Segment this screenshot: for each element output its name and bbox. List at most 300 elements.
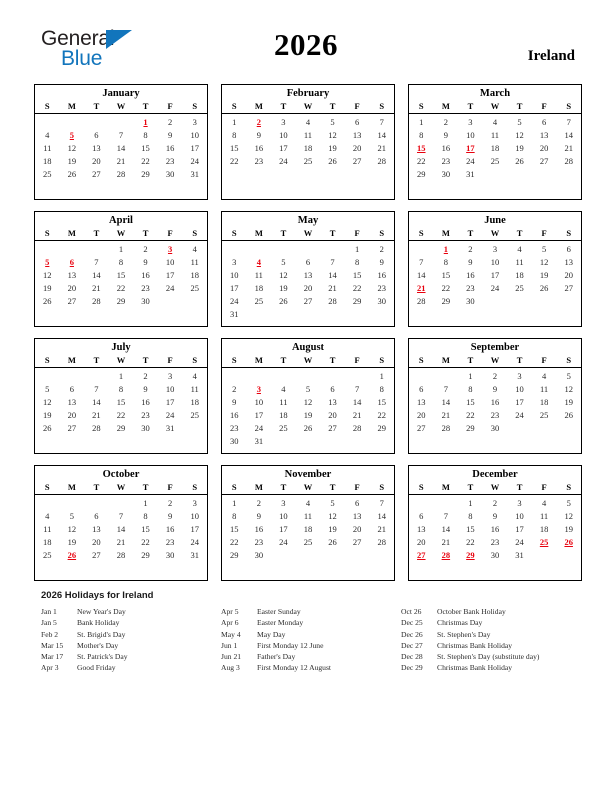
day-cell-empty xyxy=(507,308,532,321)
day-number: 26 xyxy=(564,537,573,547)
day-cell-empty xyxy=(320,168,345,181)
day-cell: 15 xyxy=(141,524,150,534)
day-cell: 14 xyxy=(441,524,451,534)
day-cell-empty xyxy=(345,562,370,575)
day-cell: 22 xyxy=(141,537,150,547)
day-cell-empty xyxy=(158,295,183,308)
day-cell-empty xyxy=(35,495,60,511)
day-cell: 21 xyxy=(92,283,101,293)
weekday-header: M xyxy=(254,482,263,492)
month-table xyxy=(35,228,207,321)
day-cell-empty xyxy=(109,495,134,511)
day-cell: 15 xyxy=(352,270,362,280)
holiday-list-item xyxy=(41,629,221,640)
holiday-name: Father's Day xyxy=(257,652,296,662)
week-row xyxy=(222,495,394,511)
week-row xyxy=(409,295,581,308)
day-cell-empty xyxy=(507,435,532,448)
week-row xyxy=(35,155,207,168)
day-cell: 25 xyxy=(43,169,52,179)
weekday-header: F xyxy=(354,101,360,111)
day-cell-empty xyxy=(483,181,508,194)
day-cell: 21 xyxy=(377,143,386,153)
day-cell: 14 xyxy=(352,397,362,407)
day-cell-empty xyxy=(182,295,207,308)
day-cell: 29 xyxy=(116,296,126,306)
weekday-header: T xyxy=(516,228,523,238)
day-cell-empty xyxy=(320,241,345,257)
week-row xyxy=(222,549,394,562)
day-cell: 30 xyxy=(254,550,264,560)
day-cell-empty xyxy=(369,168,394,181)
day-cell-empty xyxy=(84,241,109,257)
day-cell: 17 xyxy=(515,397,524,407)
day-cell-empty xyxy=(182,308,207,321)
day-cell: 16 xyxy=(490,524,500,534)
day-cell-empty xyxy=(158,562,183,575)
day-cell: 18 xyxy=(539,397,549,407)
day-number: 5 xyxy=(45,257,50,267)
day-cell: 19 xyxy=(564,524,573,534)
day-cell: 11 xyxy=(490,130,500,140)
day-cell-empty xyxy=(247,241,272,257)
day-cell-holiday xyxy=(556,536,581,549)
month-block-april xyxy=(34,211,208,327)
day-cell: 28 xyxy=(116,169,126,179)
weekday-header: S xyxy=(44,355,50,365)
holidays-section xyxy=(41,590,581,674)
day-cell-empty xyxy=(247,168,272,181)
day-cell: 13 xyxy=(328,397,337,407)
day-cell-empty xyxy=(84,562,109,575)
week-row xyxy=(409,155,581,168)
day-cell: 26 xyxy=(43,296,52,306)
day-cell-empty xyxy=(532,422,557,435)
weekday-header: T xyxy=(467,228,474,238)
day-cell: 4 xyxy=(281,384,286,394)
day-cell: 18 xyxy=(190,397,199,407)
day-cell-empty xyxy=(133,181,158,194)
week-row xyxy=(222,396,394,409)
day-cell-empty xyxy=(409,562,434,575)
day-cell-empty xyxy=(434,308,459,321)
day-cell-empty xyxy=(532,168,557,181)
day-cell: 7 xyxy=(443,384,448,394)
day-cell: 11 xyxy=(190,384,199,394)
day-cell: 28 xyxy=(377,156,386,166)
week-row xyxy=(222,114,394,130)
day-cell-empty xyxy=(532,562,557,575)
day-cell-empty xyxy=(109,181,134,194)
day-cell: 29 xyxy=(230,550,239,560)
day-cell: 10 xyxy=(190,511,199,521)
day-cell: 9 xyxy=(379,257,384,267)
weekday-header: F xyxy=(541,355,547,365)
day-cell: 6 xyxy=(94,511,99,521)
day-cell: 28 xyxy=(352,423,362,433)
week-row xyxy=(35,269,207,282)
day-cell: 28 xyxy=(328,296,337,306)
month-block-july xyxy=(34,338,208,454)
week-row xyxy=(409,168,581,181)
day-cell: 11 xyxy=(254,270,263,280)
day-cell-empty xyxy=(369,549,394,562)
week-row xyxy=(409,256,581,269)
day-cell: 30 xyxy=(441,169,451,179)
day-cell: 23 xyxy=(141,410,150,420)
holiday-date: Apr 6 xyxy=(221,618,239,628)
week-row xyxy=(35,295,207,308)
day-cell: 3 xyxy=(192,117,197,127)
holiday-date: Dec 29 xyxy=(401,663,423,673)
day-cell: 27 xyxy=(417,423,426,433)
day-cell: 24 xyxy=(190,156,199,166)
day-cell: 11 xyxy=(43,143,52,153)
day-cell-empty xyxy=(84,181,109,194)
day-cell: 5 xyxy=(541,244,547,254)
day-cell: 23 xyxy=(466,283,475,293)
day-cell-empty xyxy=(296,368,321,384)
day-cell: 4 xyxy=(192,371,197,381)
day-cell-empty xyxy=(345,368,370,384)
day-cell: 24 xyxy=(466,156,475,166)
weekday-header: F xyxy=(167,228,173,238)
day-cell: 20 xyxy=(328,410,337,420)
holidays-column xyxy=(41,606,221,674)
weekday-header: W xyxy=(303,228,313,238)
day-cell: 12 xyxy=(303,397,313,407)
weekday-header: T xyxy=(467,355,474,365)
day-cell: 19 xyxy=(279,283,288,293)
day-cell: 8 xyxy=(232,511,237,521)
day-cell-empty xyxy=(369,562,394,575)
day-cell: 11 xyxy=(190,257,199,267)
day-cell: 19 xyxy=(564,397,573,407)
day-cell-empty xyxy=(35,435,60,448)
day-cell-empty xyxy=(409,495,434,511)
weekday-header: T xyxy=(329,101,336,111)
day-cell: 26 xyxy=(67,169,77,179)
day-cell: 31 xyxy=(165,423,175,433)
day-cell: 20 xyxy=(92,156,101,166)
day-cell-empty xyxy=(133,562,158,575)
holiday-list-item xyxy=(401,640,591,651)
day-cell-empty xyxy=(296,435,321,448)
weekday-header: W xyxy=(116,482,126,492)
day-cell-empty xyxy=(320,435,345,448)
day-cell-empty xyxy=(182,181,207,194)
day-cell: 15 xyxy=(441,270,451,280)
weekday-header: M xyxy=(254,228,263,238)
week-row xyxy=(222,536,394,549)
holiday-name: St. Patrick's Day xyxy=(77,652,128,662)
day-cell: 26 xyxy=(303,423,313,433)
day-number: 4 xyxy=(256,257,261,267)
holiday-date: Apr 3 xyxy=(41,663,59,673)
day-cell: 8 xyxy=(379,384,384,394)
day-cell: 9 xyxy=(143,257,148,267)
day-cell: 24 xyxy=(279,537,288,547)
month-name: May xyxy=(297,215,319,226)
day-cell: 7 xyxy=(94,384,99,394)
day-cell: 12 xyxy=(564,384,573,394)
day-cell: 16 xyxy=(141,270,150,280)
day-cell: 11 xyxy=(303,511,313,521)
day-cell-holiday xyxy=(60,129,85,142)
day-cell-empty xyxy=(507,295,532,308)
week-row xyxy=(409,536,581,549)
day-cell-empty xyxy=(296,308,321,321)
day-cell: 18 xyxy=(515,270,524,280)
week-row xyxy=(409,523,581,536)
day-cell-empty xyxy=(35,114,60,130)
weekday-header: F xyxy=(167,101,173,111)
day-cell: 4 xyxy=(45,511,50,521)
day-cell-empty xyxy=(409,435,434,448)
week-row xyxy=(35,523,207,536)
weekday-header: S xyxy=(231,482,237,492)
day-cell: 26 xyxy=(279,296,288,306)
weekday-header-row xyxy=(409,482,581,495)
day-cell: 21 xyxy=(352,410,362,420)
weekday-header: S xyxy=(566,482,572,492)
day-cell-empty xyxy=(182,435,207,448)
week-row xyxy=(222,142,394,155)
weekday-header: S xyxy=(418,482,424,492)
day-cell-empty xyxy=(345,549,370,562)
day-cell: 9 xyxy=(143,384,148,394)
day-number: 17 xyxy=(466,143,475,153)
week-row xyxy=(409,308,581,321)
day-cell: 8 xyxy=(443,257,448,267)
day-cell: 1 xyxy=(468,498,473,508)
day-cell: 24 xyxy=(230,296,239,306)
day-cell: 22 xyxy=(466,410,475,420)
day-cell: 13 xyxy=(352,511,362,521)
holiday-name: Christmas Day xyxy=(437,618,483,628)
day-cell-empty xyxy=(158,435,183,448)
day-cell: 17 xyxy=(165,270,175,280)
day-cell: 22 xyxy=(352,283,362,293)
holiday-list-item xyxy=(221,640,401,651)
weekday-header-row xyxy=(222,228,394,241)
day-cell: 12 xyxy=(279,270,288,280)
month-name: November xyxy=(284,469,332,480)
day-cell: 23 xyxy=(254,156,264,166)
day-cell: 2 xyxy=(492,371,498,381)
day-cell: 29 xyxy=(466,423,475,433)
day-cell: 11 xyxy=(540,384,549,394)
week-row xyxy=(35,256,207,269)
day-cell: 15 xyxy=(116,397,126,407)
holiday-list-item xyxy=(41,640,221,651)
day-cell: 3 xyxy=(232,257,237,267)
day-cell-empty xyxy=(84,495,109,511)
day-cell: 25 xyxy=(190,283,199,293)
day-cell-empty xyxy=(434,368,459,384)
month-name: August xyxy=(291,342,325,353)
day-cell: 4 xyxy=(541,498,547,508)
day-cell: 5 xyxy=(517,117,522,127)
weekday-header: S xyxy=(192,355,198,365)
day-cell-empty xyxy=(35,308,60,321)
day-cell: 7 xyxy=(419,257,424,267)
week-row xyxy=(409,495,581,511)
day-cell: 25 xyxy=(190,410,199,420)
day-cell-empty xyxy=(84,114,109,130)
day-cell: 5 xyxy=(45,384,50,394)
day-cell: 16 xyxy=(490,397,500,407)
day-cell-holiday xyxy=(434,549,459,562)
day-cell-empty xyxy=(35,368,60,384)
week-row xyxy=(222,168,394,181)
holiday-name: First Monday 12 August xyxy=(257,663,332,673)
week-row xyxy=(409,562,581,575)
holiday-name: First Monday 12 June xyxy=(257,640,324,650)
day-cell: 7 xyxy=(330,257,335,267)
holiday-list-item xyxy=(41,662,221,673)
day-cell-empty xyxy=(434,435,459,448)
day-cell: 15 xyxy=(466,524,475,534)
day-cell-empty xyxy=(483,562,508,575)
day-cell: 5 xyxy=(566,371,571,381)
day-cell: 23 xyxy=(254,537,264,547)
day-cell-empty xyxy=(434,495,459,511)
day-cell-empty xyxy=(60,435,85,448)
day-cell: 10 xyxy=(254,397,264,407)
day-cell: 2 xyxy=(468,244,473,254)
day-cell: 23 xyxy=(230,423,239,433)
day-cell: 9 xyxy=(443,130,448,140)
week-row xyxy=(222,241,394,257)
day-cell-empty xyxy=(60,368,85,384)
day-cell: 18 xyxy=(43,537,52,547)
day-cell: 11 xyxy=(303,130,313,140)
day-cell: 28 xyxy=(92,423,101,433)
day-cell: 2 xyxy=(232,384,237,394)
weekday-header: W xyxy=(303,355,313,365)
day-cell: 16 xyxy=(165,143,175,153)
day-cell-empty xyxy=(345,181,370,194)
day-number: 1 xyxy=(143,117,148,127)
day-cell-empty xyxy=(320,562,345,575)
holiday-list-item xyxy=(401,651,591,662)
day-cell-empty xyxy=(483,295,508,308)
day-cell: 17 xyxy=(490,270,500,280)
day-cell: 6 xyxy=(419,384,424,394)
day-cell: 29 xyxy=(141,550,150,560)
weekday-header: W xyxy=(490,101,500,111)
day-cell: 8 xyxy=(143,511,148,521)
day-cell-empty xyxy=(532,435,557,448)
day-cell: 9 xyxy=(492,511,498,521)
day-cell: 29 xyxy=(116,423,126,433)
day-cell: 16 xyxy=(165,524,175,534)
week-row xyxy=(35,368,207,384)
weekday-header: T xyxy=(467,101,474,111)
day-cell: 6 xyxy=(94,130,99,140)
weekday-header: M xyxy=(67,482,76,492)
holidays-columns xyxy=(41,606,581,674)
day-cell: 7 xyxy=(379,498,384,508)
day-cell: 16 xyxy=(377,270,386,280)
day-cell: 20 xyxy=(67,410,77,420)
day-cell-empty xyxy=(532,295,557,308)
day-cell: 20 xyxy=(564,270,573,280)
day-cell: 22 xyxy=(441,283,451,293)
day-number: 28 xyxy=(441,550,451,560)
day-cell: 6 xyxy=(354,498,360,508)
day-cell: 2 xyxy=(143,244,148,254)
day-cell: 17 xyxy=(190,143,199,153)
day-cell-empty xyxy=(271,368,296,384)
day-cell: 9 xyxy=(492,384,498,394)
week-row xyxy=(409,142,581,155)
day-cell: 30 xyxy=(466,296,475,306)
day-cell-empty xyxy=(35,562,60,575)
day-cell: 13 xyxy=(417,397,426,407)
day-cell: 9 xyxy=(256,130,261,140)
day-cell: 20 xyxy=(539,143,549,153)
day-cell: 16 xyxy=(254,143,264,153)
day-cell: 2 xyxy=(379,244,384,254)
week-row xyxy=(409,383,581,396)
weekday-header: S xyxy=(379,355,385,365)
weekday-header: S xyxy=(231,355,237,365)
day-cell: 26 xyxy=(43,423,52,433)
day-cell-empty xyxy=(271,308,296,321)
day-cell: 14 xyxy=(328,270,337,280)
weekday-header-row xyxy=(409,228,581,241)
day-cell: 3 xyxy=(167,371,173,381)
weekday-header: M xyxy=(441,101,450,111)
day-cell: 14 xyxy=(377,511,386,521)
weekday-header: T xyxy=(93,228,100,238)
week-row xyxy=(35,536,207,549)
day-cell: 7 xyxy=(566,117,571,127)
day-cell: 28 xyxy=(417,296,426,306)
day-cell: 6 xyxy=(354,117,360,127)
holiday-name: Mother's Day xyxy=(77,640,119,650)
day-cell: 20 xyxy=(352,143,362,153)
weekday-header: M xyxy=(441,482,450,492)
holiday-name: Christmas Bank Holiday xyxy=(437,640,513,650)
day-cell: 3 xyxy=(192,498,197,508)
day-cell-empty xyxy=(60,562,85,575)
month-block-august xyxy=(221,338,395,454)
weekday-header: T xyxy=(280,228,287,238)
day-cell-empty xyxy=(409,241,434,257)
day-cell: 23 xyxy=(490,537,500,547)
day-cell-holiday xyxy=(532,536,557,549)
day-cell: 14 xyxy=(92,270,101,280)
week-row xyxy=(409,435,581,448)
day-cell: 26 xyxy=(539,283,549,293)
day-cell: 30 xyxy=(141,423,150,433)
week-row xyxy=(35,142,207,155)
day-cell: 14 xyxy=(116,524,126,534)
day-cell: 18 xyxy=(254,283,264,293)
day-cell: 21 xyxy=(92,410,101,420)
day-number: 27 xyxy=(417,550,426,560)
day-cell: 25 xyxy=(254,296,264,306)
week-row xyxy=(409,549,581,562)
day-cell: 24 xyxy=(490,283,500,293)
day-cell: 28 xyxy=(116,550,126,560)
day-cell-empty xyxy=(507,422,532,435)
week-row xyxy=(409,114,581,130)
month-name: March xyxy=(479,88,511,99)
